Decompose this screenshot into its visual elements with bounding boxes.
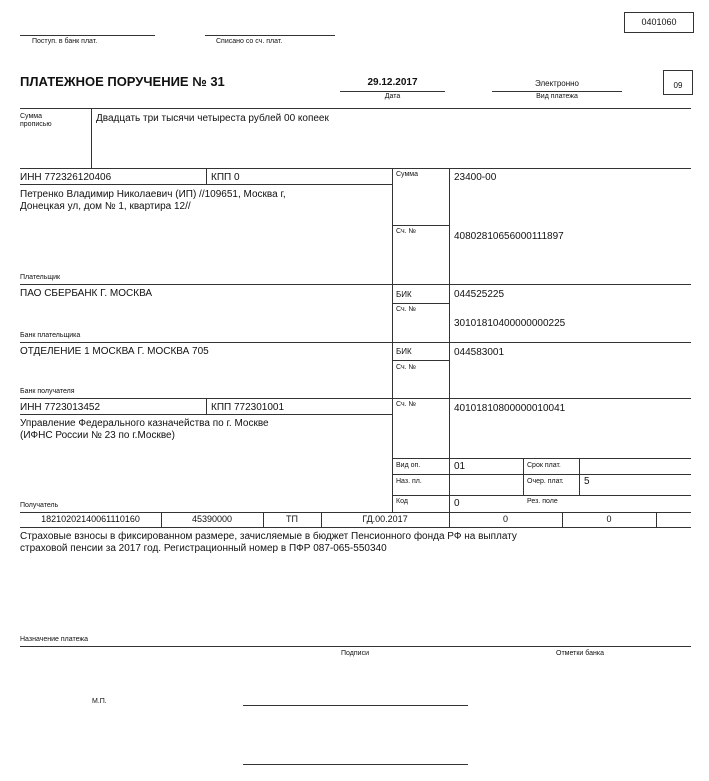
payee-name-line-1: Управление Федерального казначейства по г. Москве bbox=[20, 418, 269, 429]
payee-inn-line bbox=[20, 414, 392, 415]
status-code: 09 bbox=[673, 81, 683, 90]
payer-bank-bik: 044525225 bbox=[454, 289, 505, 300]
vid-op-value: 01 bbox=[454, 461, 466, 472]
payer-account-label: Сч. № bbox=[396, 228, 417, 235]
payer-bik-line bbox=[392, 303, 449, 304]
purpose-label: Назначение платежа bbox=[20, 636, 88, 643]
received-label: Поступ. в банк плат. bbox=[32, 38, 98, 45]
payee-bank-label: Банк получателя bbox=[20, 388, 75, 395]
payer-bank-acc-label: Сч. № bbox=[396, 306, 417, 313]
amount-words-value: Двадцать три тысячи четыреста рублей 00 копеек bbox=[96, 113, 329, 124]
main-divider bbox=[392, 168, 393, 512]
signature-line-2 bbox=[243, 764, 468, 765]
tax-bottom-line bbox=[20, 527, 691, 528]
debited-label: Списано со сч. плат. bbox=[216, 38, 283, 45]
payee-bank-bik-label: БИК bbox=[396, 347, 412, 356]
ocher-value: 5 bbox=[584, 476, 590, 487]
codes-col-divider-2 bbox=[579, 458, 580, 495]
tax-kbk: 18210202140061110160 bbox=[41, 514, 140, 524]
payer-account-value: 40802810656000111897 bbox=[454, 231, 564, 242]
form-code: 0401060 bbox=[641, 17, 677, 27]
kod-label: Код bbox=[396, 498, 408, 505]
payer-kpp: КПП 0 bbox=[211, 172, 240, 183]
tax-doc-date: 0 bbox=[606, 514, 612, 524]
codes-mid-line bbox=[392, 474, 691, 475]
payee-acc: 40101810800000010041 bbox=[454, 403, 566, 414]
payee-bank-name: ОТДЕЛЕНИЕ 1 МОСКВА Г. МОСКВА 705 bbox=[20, 346, 209, 357]
payer-name-line-1: Петренко Владимир Николаевич (ИП) //109651, Москва г, bbox=[20, 189, 286, 200]
payer-bank-bik-label: БИК bbox=[396, 290, 412, 299]
payer-name-line-2: Донецкая ул, дом № 1, квартира 12// bbox=[20, 201, 191, 212]
amount-words-label-1: Сумма bbox=[20, 113, 42, 120]
payee-bank-bottom-line bbox=[20, 398, 691, 399]
payment-type-value: Электронно bbox=[534, 79, 580, 88]
payer-bank-label: Банк плательщика bbox=[20, 332, 81, 339]
amount-words-divider bbox=[91, 108, 92, 168]
signature-line-1 bbox=[243, 705, 468, 706]
stamp-label: М.П. bbox=[92, 698, 107, 705]
payee-label: Получатель bbox=[20, 502, 59, 509]
codes-top-line bbox=[392, 458, 691, 459]
amount-words-label-2: прописью bbox=[20, 121, 52, 128]
document-title: ПЛАТЕЖНОЕ ПОРУЧЕНИЕ № 31 bbox=[20, 74, 225, 89]
amount-value: 23400-00 bbox=[454, 172, 497, 183]
codes-bottom-line bbox=[392, 495, 691, 496]
payer-label: Плательщик bbox=[20, 274, 61, 281]
amount-bottom-line bbox=[392, 225, 449, 226]
kod-value: 0 bbox=[454, 498, 460, 509]
payer-bank-bottom-line bbox=[20, 342, 691, 343]
date-line bbox=[340, 91, 445, 92]
payee-acc-label: Сч. № bbox=[396, 401, 417, 408]
purpose-line-1: Страховые взносы в фиксированном размере, зачисляемые в бюджет Пенсионного фонда РФ на выплату bbox=[20, 531, 517, 542]
payer-bottom-line bbox=[20, 284, 691, 285]
payer-bank-name: ПАО СБЕРБАНК Г. МОСКВА bbox=[20, 288, 153, 299]
naz-pl-label: Наз. пл. bbox=[396, 478, 422, 485]
payment-type-label: Вид платежа bbox=[536, 93, 578, 100]
tax-basis: ТП bbox=[286, 514, 298, 524]
amount-label: Сумма bbox=[396, 171, 418, 178]
signatures-label: Подписи bbox=[341, 650, 369, 657]
payee-kpp: КПП 772301001 bbox=[211, 402, 285, 413]
codes-col-divider-1 bbox=[523, 458, 524, 495]
tax-oktmo: 45390000 bbox=[191, 514, 233, 524]
amount-words-top bbox=[20, 108, 691, 109]
payment-type-line bbox=[492, 91, 622, 92]
date-label: Дата bbox=[384, 93, 401, 100]
payer-inn-line bbox=[20, 184, 392, 185]
ocher-label: Очер. плат. bbox=[527, 478, 564, 485]
purpose-line-2: страховой пенсии за 2017 год. Регистрационный номер в ПФР 087-065-550340 bbox=[20, 543, 387, 554]
payee-bank-bik: 044583001 bbox=[454, 347, 505, 358]
vid-op-label: Вид оп. bbox=[396, 462, 421, 469]
srok-label: Срок плат. bbox=[527, 462, 561, 469]
date-value: 29.12.2017 bbox=[367, 77, 418, 88]
tax-period: ГД.00.2017 bbox=[362, 514, 408, 524]
payee-inn: ИНН 7723013452 bbox=[20, 402, 101, 413]
payer-top-line bbox=[20, 168, 691, 169]
received-line bbox=[20, 35, 155, 36]
payee-bank-acc-label: Сч. № bbox=[396, 364, 417, 371]
payer-bank-acc: 30101810400000000225 bbox=[454, 318, 566, 329]
purpose-bottom-line bbox=[20, 646, 691, 647]
tax-doc-number: 0 bbox=[502, 514, 508, 524]
debited-line bbox=[205, 35, 335, 36]
payer-inn-divider bbox=[206, 168, 207, 184]
codes-divider bbox=[449, 168, 450, 512]
payee-inn-divider bbox=[206, 398, 207, 414]
tax-top-line bbox=[20, 512, 691, 513]
payer-inn: ИНН 772326120406 bbox=[20, 172, 112, 183]
payee-name-line-2: (ИФНС России № 23 по г.Москве) bbox=[20, 430, 175, 441]
tax-divider-6 bbox=[656, 512, 657, 527]
payee-bik-line bbox=[392, 360, 449, 361]
bank-marks-label: Отметки банка bbox=[556, 650, 604, 657]
rez-label: Рез. поле bbox=[527, 498, 558, 505]
